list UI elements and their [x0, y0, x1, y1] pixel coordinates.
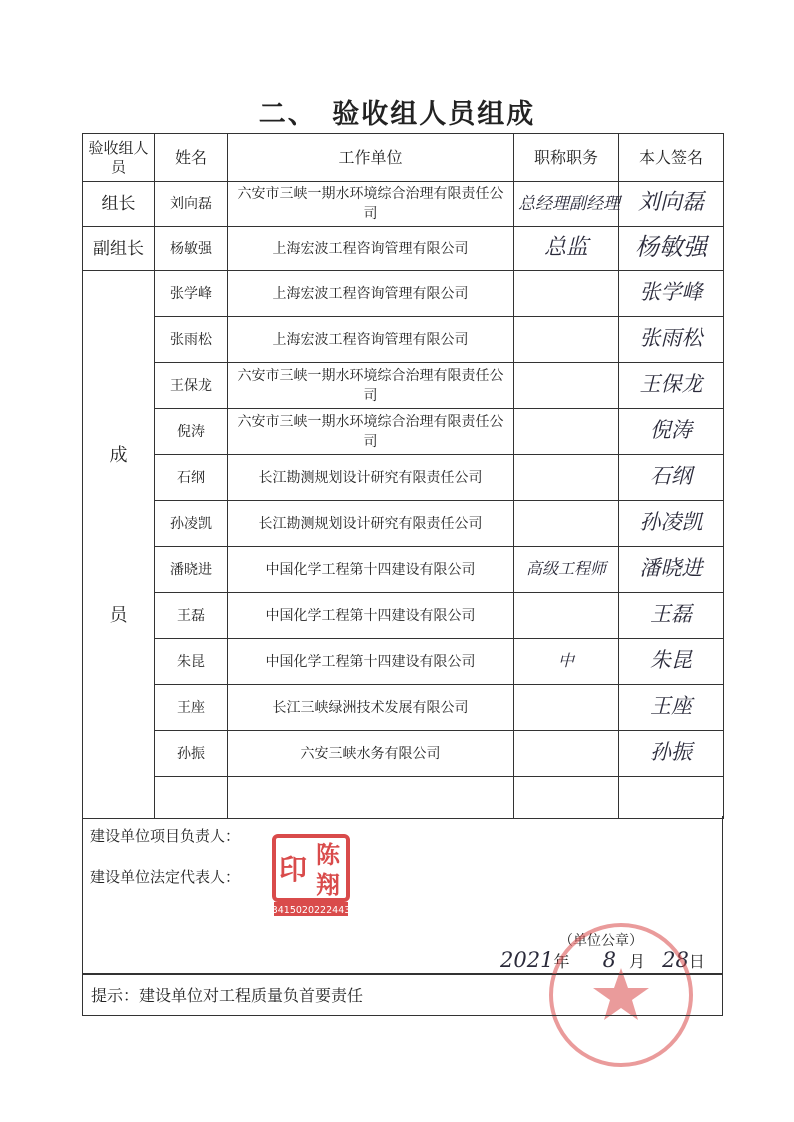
member-unit	[228, 317, 514, 363]
member-position	[514, 455, 619, 501]
member-position	[514, 501, 619, 547]
member-signature-text: 张学峰	[639, 280, 703, 304]
member-signature	[619, 777, 724, 819]
leader-position	[514, 182, 619, 227]
member-signature	[619, 547, 724, 593]
header-position: 职称职务	[514, 134, 619, 182]
member-position	[514, 685, 619, 731]
member-name-text: 王座	[177, 699, 205, 716]
deputy-row	[83, 227, 724, 271]
member-signature	[619, 271, 724, 317]
member-unit-text: 中国化学工程第十四建设有限公司	[265, 653, 476, 670]
member-position	[514, 731, 619, 777]
member-signature	[619, 731, 724, 777]
deputy-signature	[619, 227, 724, 271]
member-unit	[228, 777, 514, 819]
member-unit	[228, 547, 514, 593]
tip-text: 提示：建设单位对工程质量负首要责任	[91, 986, 364, 1005]
leader-signature	[619, 182, 724, 227]
member-name	[155, 455, 228, 501]
member-signature	[619, 685, 724, 731]
header-name: 姓名	[155, 134, 228, 182]
member-position	[514, 777, 619, 819]
personal-seal-stamp	[271, 833, 351, 919]
handwritten-position: 总监	[543, 234, 588, 260]
member-unit	[228, 731, 514, 777]
member-name	[155, 501, 228, 547]
member-signature-text: 孙凌凯	[639, 510, 703, 534]
member-unit-text: 中国化学工程第十四建设有限公司	[265, 561, 476, 578]
seal-char: 印	[278, 853, 308, 886]
member-row	[83, 731, 724, 777]
member-name	[155, 409, 228, 455]
member-unit-text: 长江勘测规划设计研究有限责任公司	[258, 515, 483, 532]
member-role-cell	[83, 271, 155, 819]
member-name-text: 王磊	[177, 607, 205, 624]
member-row	[83, 639, 724, 685]
member-name	[155, 777, 228, 819]
member-row	[83, 363, 724, 409]
member-row	[83, 317, 724, 363]
member-role-bottom: 员	[109, 605, 128, 626]
seal-number: 3415020222443	[271, 905, 351, 916]
member-row	[83, 271, 724, 317]
member-unit-text: 长江勘测规划设计研究有限责任公司	[258, 469, 483, 486]
member-unit-text: 上海宏波工程咨询管理有限公司	[272, 331, 469, 348]
member-name	[155, 685, 228, 731]
member-name	[155, 731, 228, 777]
member-name	[155, 593, 228, 639]
member-unit	[228, 271, 514, 317]
project-lead-label: 建设单位项目负责人：	[90, 827, 241, 845]
member-name-text: 石纲	[177, 469, 205, 486]
member-position	[514, 547, 619, 593]
handwritten-signature: 刘向磊	[637, 190, 704, 215]
member-name-text: 王保龙	[170, 377, 212, 394]
member-name	[155, 317, 228, 363]
member-signature	[619, 363, 724, 409]
member-name-text: 孙凌凯	[170, 515, 212, 532]
member-unit	[228, 501, 514, 547]
member-unit	[228, 455, 514, 501]
deputy-position	[514, 227, 619, 271]
member-signature-text: 倪涛	[650, 418, 692, 442]
page-title: 二、 验收组人员组成	[258, 99, 536, 130]
member-signature	[619, 593, 724, 639]
member-unit	[228, 409, 514, 455]
deputy-unit: 上海宏波工程咨询管理有限公司	[228, 227, 514, 271]
member-name	[155, 639, 228, 685]
leader-row	[83, 182, 724, 227]
date-month: 8	[602, 948, 616, 972]
handwritten-signature: 杨敏强	[635, 232, 707, 261]
member-name-text: 孙振	[177, 745, 205, 762]
member-unit-text: 上海宏波工程咨询管理有限公司	[272, 285, 469, 302]
member-unit-text: 六安市三峡一期水环境综合治理有限责任公司	[237, 413, 504, 450]
member-unit	[228, 639, 514, 685]
date-year-suffix: 年	[553, 952, 570, 971]
leader-unit: 六安市三峡一期水环境综合治理有限责任公司	[228, 182, 514, 227]
member-unit-text: 六安市三峡一期水环境综合治理有限责任公司	[237, 367, 504, 404]
member-name-text: 潘晓进	[170, 561, 212, 578]
member-row	[83, 501, 724, 547]
leader-name: 刘向磊	[155, 182, 228, 227]
member-name	[155, 547, 228, 593]
member-signature-text: 孙振	[650, 740, 692, 764]
header-role: 验收组人员	[83, 134, 155, 182]
member-position-text: 中	[557, 651, 574, 670]
member-position	[514, 317, 619, 363]
member-unit	[228, 593, 514, 639]
member-signature	[619, 317, 724, 363]
member-signature-text: 石纲	[650, 464, 692, 488]
member-row	[83, 455, 724, 501]
member-position	[514, 593, 619, 639]
header-row	[83, 134, 724, 182]
member-row	[83, 593, 724, 639]
member-signature-text: 王磊	[650, 602, 692, 626]
legal-rep-label: 建设单位法定代表人：	[90, 868, 241, 886]
tip-box	[82, 974, 723, 1016]
date-month-suffix: 月	[629, 952, 646, 971]
member-unit	[228, 363, 514, 409]
seal-label: （单位公章）	[559, 933, 643, 949]
date-day: 28	[662, 948, 689, 972]
member-signature-text: 潘晓进	[639, 556, 703, 580]
member-name	[155, 363, 228, 409]
member-signature	[619, 409, 724, 455]
date-day-suffix: 日	[688, 952, 705, 971]
member-row	[83, 685, 724, 731]
member-unit-text: 六安三峡水务有限公司	[300, 745, 441, 762]
member-signature	[619, 639, 724, 685]
seal-char: 翔	[316, 871, 340, 899]
member-name-text: 倪涛	[177, 423, 205, 440]
date-year: 2021	[500, 948, 554, 972]
seal-char: 陈	[316, 841, 340, 869]
member-unit-text: 中国化学工程第十四建设有限公司	[265, 607, 476, 624]
member-position	[514, 271, 619, 317]
member-position	[514, 409, 619, 455]
member-signature-text: 王保龙	[639, 372, 703, 396]
member-position	[514, 363, 619, 409]
roster-table	[82, 133, 724, 819]
deputy-name: 杨敏强	[155, 227, 228, 271]
member-row	[83, 547, 724, 593]
member-signature	[619, 501, 724, 547]
handwritten-position: 总经理副经理	[518, 193, 620, 214]
member-unit-text: 长江三峡绿洲技术发展有限公司	[272, 699, 469, 716]
member-position-text: 高级工程师	[525, 559, 606, 578]
member-row	[83, 777, 724, 819]
member-position	[514, 639, 619, 685]
member-name	[155, 271, 228, 317]
member-signature-text: 王座	[650, 694, 692, 718]
member-role-top: 成	[109, 445, 128, 466]
header-unit: 工作单位	[228, 134, 514, 182]
member-name-text: 张学峰	[170, 285, 212, 302]
member-name-text: 朱昆	[177, 653, 205, 670]
member-row	[83, 409, 724, 455]
member-signature-text: 张雨松	[639, 326, 703, 350]
header-signature: 本人签名	[619, 134, 724, 182]
member-signature	[619, 455, 724, 501]
leader-role: 组长	[83, 182, 155, 227]
member-signature-text: 朱昆	[650, 648, 692, 672]
member-unit	[228, 685, 514, 731]
deputy-role: 副组长	[83, 227, 155, 271]
member-name-text: 张雨松	[170, 331, 212, 348]
